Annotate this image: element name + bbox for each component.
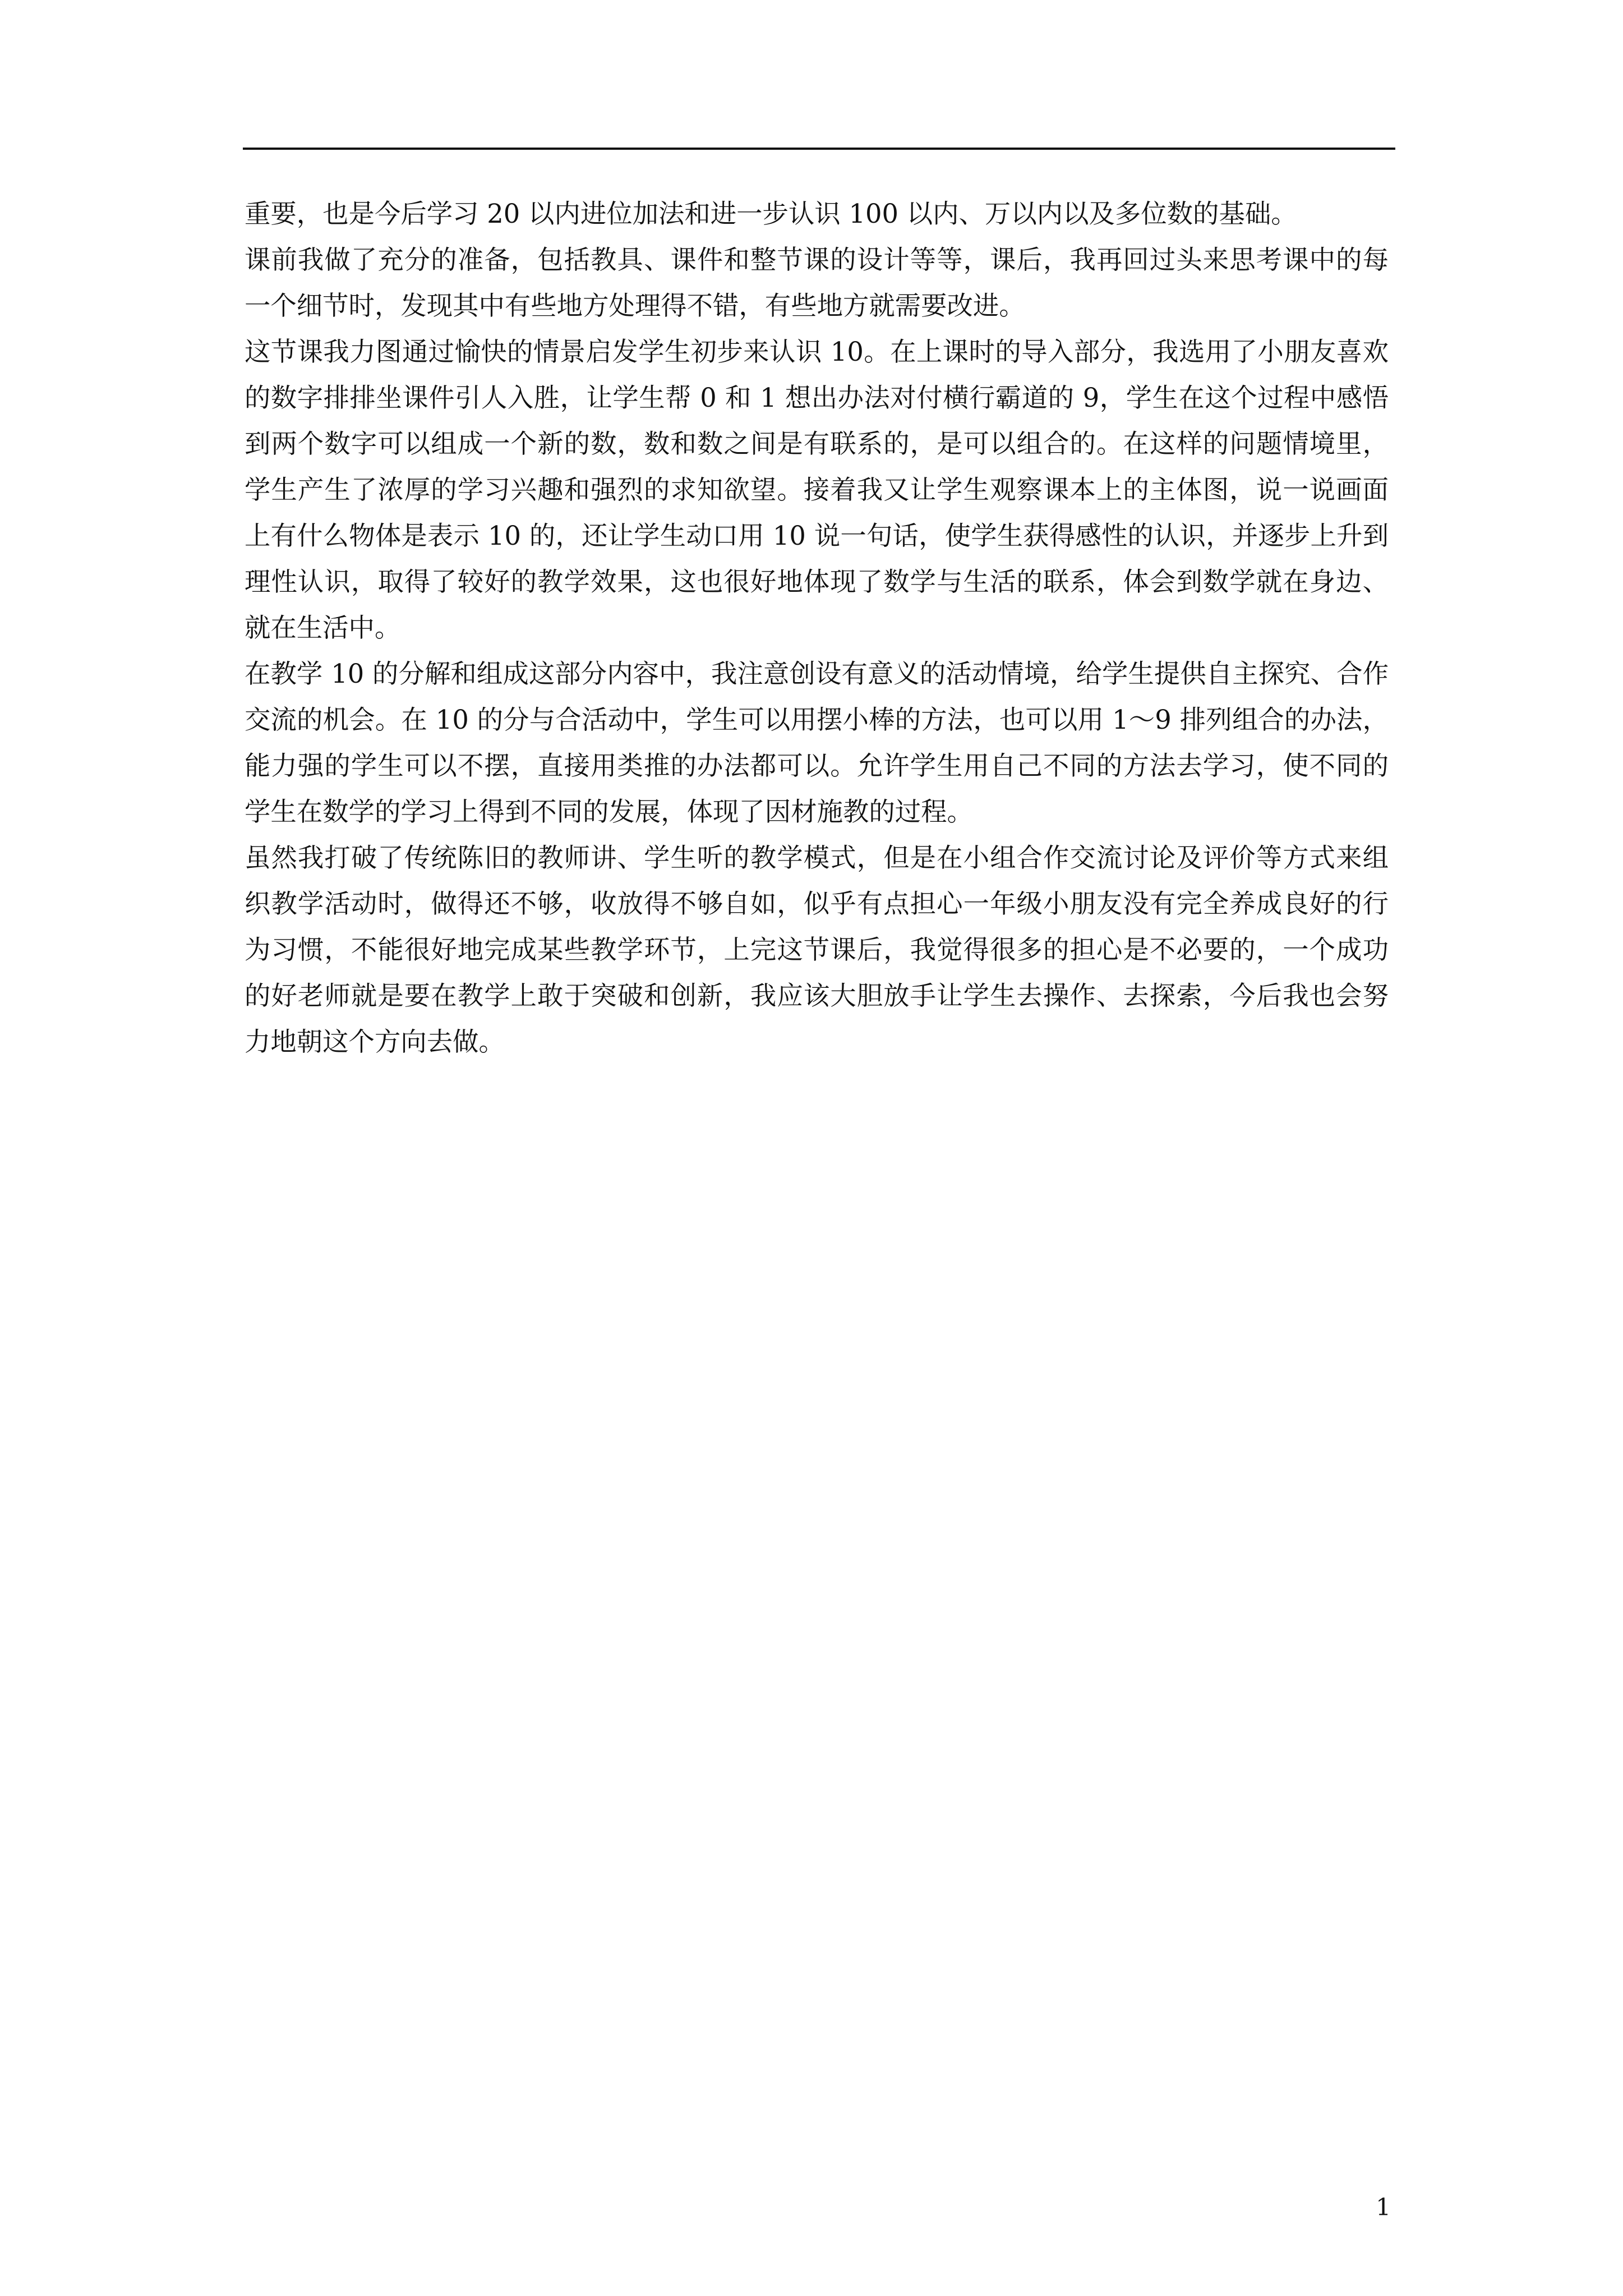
paragraph-1: 重要，也是今后学习 20 以内进位加法和进一步认识 100 以内、万以内以及多位数的基础。 xyxy=(245,199,1297,229)
page-number: 1 xyxy=(1376,2193,1391,2221)
paragraph-3: 这节课我力图通过愉快的情景启发学生初步来认识 10。在上课时的导入部分，我选用了小朋友喜欢的数字排排坐课件引人入胜，让学生帮 0 和 1 想出办法对付横行霸道的 9，学生在这个过程中感悟到两个数字可以组成一个新的数，数和数之间是有联系的，是可以组合的。在这样的问题情境里，学生产生了浓厚的学习兴趣和强烈的求知欲望。接着我又让学生观察课本上的主体图，说一说画面上有什么物体是表示 10 的，还让学生动口用 10 说一句话，使学生获得感性的认识，并逐步上升到理性认识，取得了较好的教学效果，这也很好地体现了数学与生活的联系，体会到数学就在身边、就在生活中。 xyxy=(245,337,1389,643)
paragraph-4: 在教学 10 的分解和组成这部分内容中，我注意创设有意义的活动情境，给学生提供自主探究、合作交流的机会。在 10 的分与合活动中，学生可以用摆小棒的方法，也可以用 1～9 排列组合的办法，能力强的学生可以不摆，直接用类推的办法都可以。允许学生用自己不同的方法去学习，使不同的学生在数学的学习上得到不同的发展，体现了因材施教的过程。 xyxy=(245,659,1389,827)
body-text xyxy=(245,191,1389,1065)
paragraph-5: 虽然我打破了传统陈旧的教师讲、学生听的教学模式，但是在小组合作交流讨论及评价等方式来组织教学活动时，做得还不够，收放得不够自如，似乎有点担心一年级小朋友没有完全养成良好的行为习惯，不能很好地完成某些教学环节，上完这节课后，我觉得很多的担心是不必要的，一个成功的好老师就是要在教学上敢于突破和创新，我应该大胆放手让学生去操作、去探索，今后我也会努力地朝这个方向去做。 xyxy=(245,843,1389,1057)
paragraph-2: 课前我做了充分的准备，包括教具、课件和整节课的设计等等，课后，我再回过头来思考课中的每一个细节时，发现其中有些地方处理得不错，有些地方就需要改进。 xyxy=(245,245,1389,321)
header-rule xyxy=(243,148,1395,150)
